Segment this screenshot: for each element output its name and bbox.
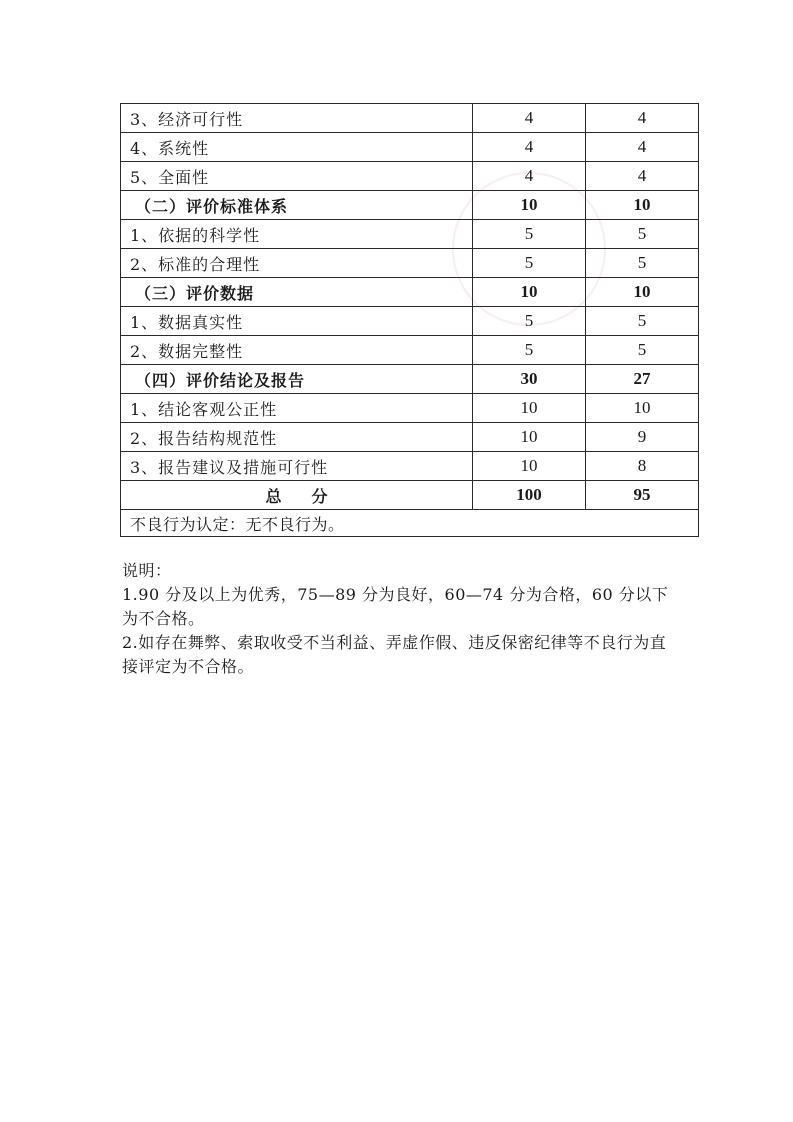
full-score-cell: 10 [473,452,586,481]
full-score-cell: 10 [473,191,586,220]
misconduct-verdict: 不良行为认定：无不良行为。 [121,510,699,537]
table-row [121,104,699,133]
section-label: （三）评价数据 [121,278,473,307]
notes-heading: 说明： [122,561,172,580]
awarded-score-cell: 4 [586,162,699,191]
table-row [121,336,699,365]
criterion-label: 2、标准的合理性 [121,249,473,278]
full-score-cell: 10 [473,278,586,307]
table-row [121,307,699,336]
note-item-misconduct-rule: 2.如存在舞弊、索取收受不当利益、弄虚作假、违反保密纪律等不良行为直接评定为不合格。 [122,633,667,676]
criterion-label: 1、结论客观公正性 [121,394,473,423]
criterion-label: 2、报告结构规范性 [121,423,473,452]
awarded-score-cell: 10 [586,278,699,307]
awarded-score-cell: 5 [586,249,699,278]
notes-block [122,559,682,679]
awarded-score-cell: 5 [586,307,699,336]
full-score-cell: 30 [473,365,586,394]
full-score-cell: 5 [473,307,586,336]
full-score-cell: 10 [473,394,586,423]
awarded-score-cell: 10 [586,394,699,423]
table-row [121,220,699,249]
note-item-grading-scale: 1.90 分及以上为优秀，75—89 分为良好，60—74 分为合格，60 分以下为不合格。 [122,585,669,628]
criterion-label: 3、经济可行性 [121,104,473,133]
criterion-label: 5、全面性 [121,162,473,191]
awarded-score-cell: 5 [586,220,699,249]
full-score-cell: 5 [473,336,586,365]
section-row [121,365,699,394]
section-label: （二）评价标准体系 [121,191,473,220]
table-row [121,133,699,162]
verdict-row [121,510,699,537]
table-row [121,162,699,191]
awarded-score-cell: 4 [586,133,699,162]
criterion-label: 4、系统性 [121,133,473,162]
section-row [121,278,699,307]
awarded-score-cell: 27 [586,365,699,394]
criterion-label: 2、数据完整性 [121,336,473,365]
criterion-label: 1、依据的科学性 [121,220,473,249]
section-label: （四）评价结论及报告 [121,365,473,394]
total-label-char-2: 分 [311,486,328,506]
criterion-label: 1、数据真实性 [121,307,473,336]
awarded-score-cell: 4 [586,104,699,133]
full-score-cell: 5 [473,220,586,249]
awarded-score-cell: 8 [586,452,699,481]
awarded-score-cell: 9 [586,423,699,452]
total-label [121,481,473,510]
table-row [121,423,699,452]
section-row [121,191,699,220]
full-score-cell: 4 [473,104,586,133]
table-row [121,249,699,278]
awarded-score-cell: 5 [586,336,699,365]
table-row [121,394,699,423]
full-score-cell: 10 [473,423,586,452]
full-score-cell: 5 [473,249,586,278]
full-score-cell: 4 [473,133,586,162]
total-label-char-1: 总 [265,486,282,506]
evaluation-score-table [120,103,699,537]
total-row [121,481,699,510]
total-awarded-score: 95 [586,481,699,510]
awarded-score-cell: 10 [586,191,699,220]
full-score-cell: 4 [473,162,586,191]
total-full-score: 100 [473,481,586,510]
criterion-label: 3、报告建议及措施可行性 [121,452,473,481]
table-row [121,452,699,481]
